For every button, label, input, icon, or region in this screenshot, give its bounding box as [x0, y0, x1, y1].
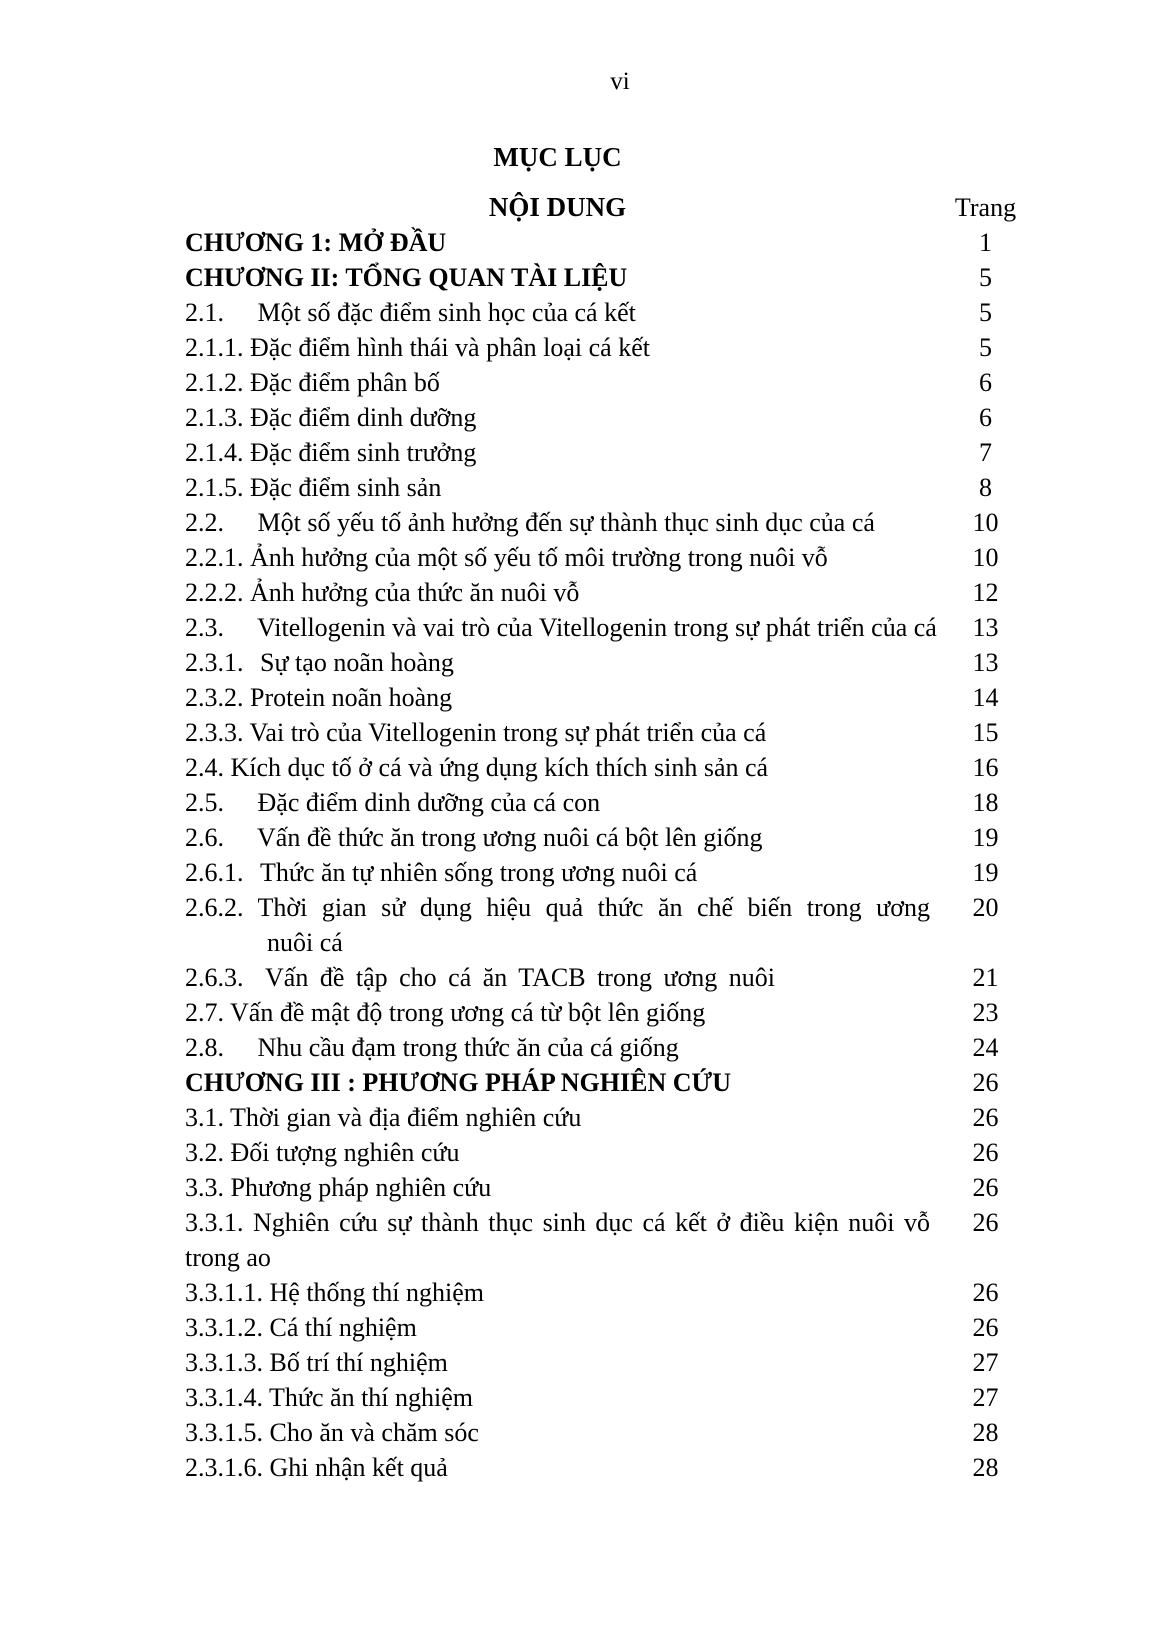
toc-entry-line — [185, 960, 1041, 995]
toc-entry-title: Ảnh hưởng của một số yếu tố môi trường trong nuôi vỗ — [250, 543, 828, 572]
toc-entry-page-number: 12 — [972, 578, 999, 607]
toc-entry-line — [185, 820, 1041, 855]
toc-entry-line — [185, 680, 1041, 715]
toc-entry-number: 3.1. — [185, 1103, 224, 1132]
toc-entry-line — [185, 1030, 1041, 1065]
toc-entry-title: Hệ thống thí nghiệm — [269, 1278, 484, 1307]
toc-entry — [185, 1275, 1041, 1310]
toc-entry-text — [185, 610, 937, 645]
toc-entry-title: Thức ăn tự nhiên sống trong ương nuôi cá — [260, 858, 698, 887]
toc-entry-text — [185, 645, 930, 680]
toc-entry-number: 2.8. — [185, 1033, 224, 1062]
toc-entry-title: Nghiên cứu sự thành thục sinh dục cá kết ở điều kiện nuôi vỗ — [253, 1208, 930, 1237]
toc-entry — [185, 295, 1041, 330]
toc-entry-text — [185, 575, 930, 610]
toc-entry-title: Nhu cầu đạm trong thức ăn của cá giống — [257, 1033, 679, 1062]
toc-entry-title: Thức ăn thí nghiệm — [269, 1383, 474, 1412]
toc-entry-text — [185, 1100, 930, 1135]
toc-entry — [185, 330, 1041, 365]
toc-entry-line — [185, 400, 1041, 435]
toc-entry-text — [185, 295, 930, 330]
toc-entry — [185, 750, 1041, 785]
toc-header-row — [185, 190, 1041, 225]
toc-entry-page-number: 15 — [972, 718, 999, 747]
toc-content — [185, 140, 1041, 1485]
toc-entry-line — [185, 1170, 1041, 1205]
toc-entry-title: CHƯƠNG III : PHƯƠNG PHÁP NGHIÊN CỨU — [185, 1068, 731, 1097]
toc-entry-title: Đối tượng nghiên cứu — [230, 1138, 460, 1167]
toc-entry-text — [185, 890, 930, 925]
toc-entry — [185, 1415, 1041, 1450]
toc-entry-page-number: 28 — [972, 1453, 999, 1482]
toc-entry-line — [185, 995, 1041, 1030]
toc-entry-line — [185, 610, 1041, 645]
toc-entry-page-number: 13 — [972, 613, 999, 642]
toc-entry-line — [185, 1100, 1041, 1135]
toc-entry-number: 3.3. — [185, 1173, 224, 1202]
toc-entry-page-number: 18 — [972, 788, 999, 817]
toc-entry-page-number: 6 — [979, 368, 992, 397]
toc-entry-title: Đặc điểm hình thái và phân loại cá kết — [250, 333, 650, 362]
toc-entry-line — [185, 1380, 1041, 1415]
toc-entry-number: 2.3.3. — [185, 718, 244, 747]
toc-entry-continuation-line: trong ao — [185, 1243, 271, 1272]
toc-entry-title: CHƯƠNG 1: MỞ ĐẦU — [185, 228, 447, 257]
toc-entry-page-number: 27 — [972, 1383, 999, 1412]
toc-entry-text — [185, 400, 930, 435]
toc-entry-line — [185, 365, 1041, 400]
toc-entry — [185, 820, 1041, 855]
toc-entry-line — [185, 435, 1041, 470]
toc-entry-text — [185, 330, 930, 365]
toc-entry — [185, 1345, 1041, 1380]
toc-entry-number: 3.3.1.1. — [185, 1278, 263, 1307]
toc-entry-text — [185, 750, 930, 785]
toc-title-page-spacer — [930, 140, 1041, 175]
toc-entry — [185, 715, 1041, 750]
toc-entry-number: 2.3.2. — [185, 683, 244, 712]
toc-entry-number: 2.1.3. — [185, 403, 244, 432]
toc-entry-line — [185, 1450, 1041, 1485]
toc-entry-number: 3.2. — [185, 1138, 224, 1167]
toc-entry-text — [185, 470, 930, 505]
page-folio-number: vi — [610, 68, 630, 95]
toc-entry-text — [185, 1450, 930, 1485]
toc-entry-page-number: 16 — [972, 753, 999, 782]
toc-entry-text — [185, 1415, 930, 1450]
toc-entry — [185, 890, 1041, 960]
toc-entry-text — [185, 995, 930, 1030]
toc-entry-number: 2.6.2. — [185, 893, 244, 922]
toc-entry-line — [185, 540, 1041, 575]
toc-entry — [185, 1030, 1041, 1065]
toc-entry-title: Một số yếu tố ảnh hưởng đến sự thành thục sinh dục của cá — [257, 508, 875, 537]
toc-entry-number: 2.2. — [185, 508, 224, 537]
toc-entry-title: Đặc điểm dinh dưỡng của cá con — [257, 788, 601, 817]
toc-entry-text — [185, 505, 930, 540]
toc-entry — [185, 1135, 1041, 1170]
toc-entry-line — [185, 295, 1041, 330]
toc-entry-text — [185, 1205, 930, 1240]
toc-entry-title: Vấn đề mật độ trong ương cá từ bột lên giống — [230, 998, 706, 1027]
toc-entry-title: Thời gian sử dụng hiệu quả thức ăn chế biến trong ương — [257, 893, 931, 922]
toc-entry-page-number: 20 — [972, 893, 999, 922]
toc-entry — [185, 995, 1041, 1030]
toc-entry — [185, 645, 1041, 680]
toc-entry — [185, 225, 1041, 260]
toc-entry — [185, 470, 1041, 505]
toc-entry — [185, 960, 1041, 995]
toc-entry-page-number: 26 — [972, 1103, 999, 1132]
toc-entry-line — [185, 1205, 1041, 1240]
toc-entry-page-number: 26 — [972, 1173, 999, 1202]
toc-entry-number: 2.2.2. — [185, 578, 244, 607]
toc-entry-number: 2.4. — [185, 753, 224, 782]
toc-entry-page-number: 26 — [972, 1208, 999, 1237]
toc-entry-number: 2.5. — [185, 788, 224, 817]
toc-entry-page-number: 10 — [972, 543, 999, 572]
toc-entry-number: 2.6. — [185, 823, 224, 852]
toc-entry-line — [185, 1415, 1041, 1450]
toc-entry-page-number: 21 — [972, 963, 999, 992]
toc-entry — [185, 260, 1041, 295]
toc-entry-text — [185, 960, 930, 995]
toc-list — [185, 225, 1041, 1485]
toc-entry-title: Ảnh hưởng của thức ăn nuôi vỗ — [250, 578, 580, 607]
toc-entry — [185, 435, 1041, 470]
toc-entry-text — [185, 855, 930, 890]
toc-entry-text — [185, 540, 930, 575]
toc-entry-text — [185, 1065, 930, 1100]
toc-entry-title: Vitellogenin và vai trò của Vitellogenin trong sự phát triển của cá — [257, 613, 937, 642]
toc-entry-title: Cá thí nghiệm — [269, 1313, 417, 1342]
toc-entry-continuation-line: nuôi cá — [267, 928, 343, 957]
toc-entry-line — [185, 715, 1041, 750]
toc-entry-page-number: 24 — [972, 1033, 999, 1062]
toc-entry — [185, 785, 1041, 820]
toc-entry-page-number: 5 — [979, 263, 992, 292]
toc-entry-page-number: 5 — [979, 298, 992, 327]
toc-entry — [185, 505, 1041, 540]
toc-entry-title: Protein noãn hoàng — [250, 683, 453, 712]
toc-entry-line — [185, 750, 1041, 785]
toc-entry-title: Đặc điểm dinh dưỡng — [250, 403, 477, 432]
toc-entry-page-number: 8 — [979, 473, 992, 502]
toc-entry-title: Sự tạo noãn hoàng — [260, 648, 454, 677]
toc-entry-line — [185, 575, 1041, 610]
toc-entry-text — [185, 820, 930, 855]
toc-entry-number: 2.6.1. — [185, 858, 244, 887]
toc-entry-line — [185, 470, 1041, 505]
toc-title-row — [185, 140, 1041, 175]
toc-entry-text — [185, 225, 930, 260]
toc-entry-page-number: 19 — [972, 858, 999, 887]
toc-entry-title: Thời gian và địa điểm nghiên cứu — [230, 1103, 582, 1132]
toc-entry-text — [185, 1275, 930, 1310]
toc-entry-title: Kích dục tố ở cá và ứng dụng kích thích sinh sản cá — [230, 753, 769, 782]
toc-entry-page-number: 26 — [972, 1138, 999, 1167]
toc-entry-line — [185, 890, 1041, 925]
toc-entry-page-number: 6 — [979, 403, 992, 432]
toc-entry-page-number: 7 — [979, 438, 992, 467]
toc-entry — [185, 1310, 1041, 1345]
toc-entry-text — [185, 785, 930, 820]
toc-entry-text — [185, 715, 930, 750]
toc-entry-number: 2.1. — [185, 298, 224, 327]
toc-entry-page-number: 13 — [972, 648, 999, 677]
toc-entry — [185, 400, 1041, 435]
toc-entry-number: 2.1.2. — [185, 368, 244, 397]
toc-entry — [185, 1065, 1041, 1100]
toc-entry-text — [185, 1380, 930, 1415]
toc-entry-number: 2.7. — [185, 998, 224, 1027]
toc-entry-page-number: 28 — [972, 1418, 999, 1447]
toc-entry-line — [185, 645, 1041, 680]
toc-entry-title: CHƯƠNG II: TỔNG QUAN TÀI LIỆU — [185, 263, 628, 292]
toc-entry-number: 2.2.1. — [185, 543, 244, 572]
toc-entry-number: 3.3.1. — [185, 1208, 244, 1237]
toc-entry-page-number: 1 — [979, 228, 992, 257]
toc-entry-text — [185, 680, 930, 715]
toc-content-column-label: NỘI DUNG — [488, 192, 627, 222]
toc-entry-number: 2.6.3. — [185, 963, 244, 992]
toc-entry-text — [185, 1310, 930, 1345]
toc-entry — [185, 540, 1041, 575]
toc-entry-number: 2.1.4. — [185, 438, 244, 467]
toc-entry — [185, 1450, 1041, 1485]
toc-entry-number: 3.3.1.5. — [185, 1418, 263, 1447]
toc-entry-number: 2.3.1. — [185, 648, 244, 677]
toc-entry-page-number: 5 — [979, 333, 992, 362]
toc-entry-number: 2.3. — [185, 613, 224, 642]
toc-entry-text — [185, 1030, 930, 1065]
toc-entry-page-number: 10 — [972, 508, 999, 537]
toc-entry-page-number: 19 — [972, 823, 999, 852]
toc-entry-text — [185, 1345, 930, 1380]
toc-entry-line — [185, 1135, 1041, 1170]
toc-entry — [185, 365, 1041, 400]
toc-entry-text — [185, 1135, 930, 1170]
toc-entry-page-number: 26 — [972, 1068, 999, 1097]
toc-entry-number: 3.3.1.4. — [185, 1383, 263, 1412]
toc-entry-number: 3.3.1.3. — [185, 1348, 263, 1377]
toc-entry — [185, 610, 1041, 645]
toc-entry-number: 2.1.5. — [185, 473, 244, 502]
toc-entry-number: 3.3.1.2. — [185, 1313, 263, 1342]
toc-entry-page-number: 27 — [972, 1348, 999, 1377]
toc-entry-title: Bố trí thí nghiệm — [269, 1348, 448, 1377]
toc-entry-line — [185, 225, 1041, 260]
toc-entry-title: Đặc điểm phân bố — [250, 368, 440, 397]
toc-entry-title: Vấn đề tập cho cá ăn TACB trong ương nuôi — [265, 963, 776, 992]
page-title: MỤC LỤC — [493, 142, 622, 172]
toc-entry — [185, 1170, 1041, 1205]
toc-entry-line — [185, 1065, 1041, 1100]
toc-entry-line — [185, 260, 1041, 295]
toc-entry-title: Một số đặc điểm sinh học của cá kết — [257, 298, 636, 327]
toc-entry — [185, 575, 1041, 610]
toc-entry-page-number: 23 — [972, 998, 999, 1027]
toc-entry-title: Đặc điểm sinh trưởng — [250, 438, 477, 467]
toc-entry-line — [185, 855, 1041, 890]
toc-entry-line — [185, 1310, 1041, 1345]
toc-entry-title: Đặc điểm sinh sản — [250, 473, 442, 502]
toc-entry-text — [185, 365, 930, 400]
toc-entry — [185, 680, 1041, 715]
toc-entry-page-number: 14 — [972, 683, 999, 712]
toc-entry-page-number: 26 — [972, 1313, 999, 1342]
toc-entry-title: Phương pháp nghiên cứu — [230, 1173, 492, 1202]
toc-entry-number: 2.1.1. — [185, 333, 244, 362]
toc-entry-number: 2.3.1.6. — [185, 1453, 263, 1482]
toc-entry-line — [185, 505, 1041, 540]
toc-entry-title: Vấn đề thức ăn trong ương nuôi cá bột lên giống — [257, 823, 763, 852]
toc-page-column-label: Trang — [954, 193, 1017, 222]
toc-entry-title: Ghi nhận kết quả — [269, 1453, 448, 1482]
toc-entry-text — [185, 1170, 930, 1205]
toc-entry — [185, 855, 1041, 890]
toc-entry-line — [185, 1275, 1041, 1310]
toc-entry — [185, 1380, 1041, 1415]
toc-entry-text — [185, 435, 930, 470]
toc-entry-title: Cho ăn và chăm sóc — [269, 1418, 479, 1447]
toc-entry-text — [185, 260, 930, 295]
toc-entry-line — [185, 785, 1041, 820]
toc-entry-title: Vai trò của Vitellogenin trong sự phát triển của cá — [249, 718, 767, 747]
toc-entry-line — [185, 330, 1041, 365]
toc-entry — [185, 1205, 1041, 1275]
toc-entry-line — [185, 1345, 1041, 1380]
toc-entry-page-number: 26 — [972, 1278, 999, 1307]
toc-entry — [185, 1100, 1041, 1135]
